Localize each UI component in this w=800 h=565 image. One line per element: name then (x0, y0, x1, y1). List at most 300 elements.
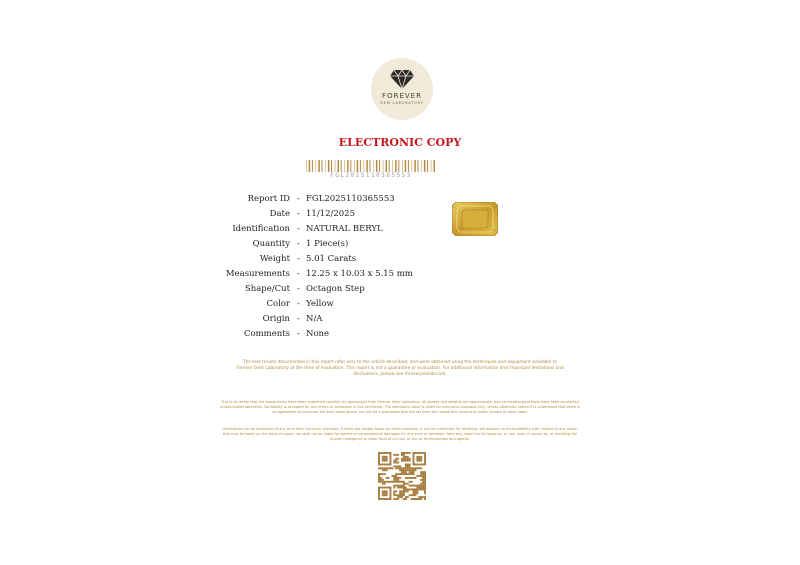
barcode-bar (347, 160, 349, 172)
qr-module (418, 496, 420, 498)
qr-module (401, 481, 403, 483)
qr-module (393, 481, 395, 483)
detail-value: 1 Piece(s) (306, 239, 349, 249)
qr-module (407, 469, 409, 471)
detail-separator: - (297, 269, 300, 279)
barcode-bar (379, 160, 380, 172)
detail-separator: - (297, 254, 300, 264)
qr-module (407, 467, 409, 469)
barcode-bar (373, 160, 374, 172)
qr-module (409, 469, 411, 471)
qr-module (424, 473, 426, 475)
qr-module (386, 469, 388, 471)
barcode-bar (312, 160, 313, 172)
qr-module (397, 481, 399, 483)
detail-label: Shape/Cut (244, 284, 290, 294)
qr-module (393, 479, 395, 481)
qr-module (397, 454, 399, 456)
detail-label: Report ID (247, 194, 290, 204)
qr-module (407, 496, 409, 498)
qr-module (382, 487, 384, 489)
qr-module (416, 460, 418, 462)
qr-module (378, 458, 380, 460)
qr-module (395, 462, 397, 464)
qr-module (413, 498, 415, 500)
qr-module (409, 467, 411, 469)
qr-module (422, 481, 424, 483)
qr-module (399, 492, 401, 494)
qr-module (378, 462, 380, 464)
qr-module (411, 477, 413, 479)
qr-module (397, 487, 399, 489)
barcode-bar (412, 160, 413, 172)
qr-module (422, 477, 424, 479)
detail-value: 5.01 Carats (306, 254, 357, 264)
barcode-number: FGL2025110365553 (330, 172, 412, 179)
qr-module (422, 496, 424, 498)
qr-module (409, 481, 411, 483)
qr-module (384, 487, 386, 489)
qr-module (422, 464, 424, 466)
qr-module (384, 452, 386, 454)
qr-module (418, 487, 420, 489)
qr-module (378, 477, 380, 479)
qr-module (393, 485, 395, 487)
detail-row (200, 314, 500, 326)
qr-module (397, 498, 399, 500)
qr-module (380, 452, 382, 454)
qr-module (413, 456, 415, 458)
qr-module (424, 462, 426, 464)
qr-module (395, 494, 397, 496)
qr-module (380, 498, 382, 500)
qr-module (390, 488, 392, 490)
qr-module (405, 496, 407, 498)
qr-module (390, 492, 392, 494)
qr-module (393, 454, 395, 456)
qr-module (380, 479, 382, 481)
barcode-bar (392, 160, 393, 172)
qr-module (384, 492, 386, 494)
qr-module (384, 498, 386, 500)
qr-module (397, 465, 399, 467)
qr-module (401, 496, 403, 498)
qr-module (411, 473, 413, 475)
qr-module (403, 469, 405, 471)
barcode-bar (306, 160, 307, 172)
qr-module (384, 494, 386, 496)
qr-module (403, 471, 405, 473)
qr-module (413, 494, 415, 496)
qr-module (382, 460, 384, 462)
qr-module (420, 473, 422, 475)
qr-module (393, 494, 395, 496)
qr-module (414, 452, 416, 454)
qr-module (395, 465, 397, 467)
qr-module (382, 483, 384, 485)
qr-module (395, 477, 397, 479)
detail-value: N/A (306, 314, 323, 324)
qr-module (414, 498, 416, 500)
qr-module (401, 471, 403, 473)
qr-module (386, 498, 388, 500)
detail-label: Color (266, 299, 290, 309)
detail-value: 11/12/2025 (306, 209, 355, 219)
qr-module (422, 483, 424, 485)
qr-module (405, 464, 407, 466)
detail-separator: - (297, 329, 300, 339)
qr-module (388, 467, 390, 469)
detail-value: Octagon Step (306, 284, 365, 294)
qr-module (378, 452, 380, 454)
barcode-bar (408, 160, 409, 172)
qr-module (390, 456, 392, 458)
qr-module (386, 490, 388, 492)
qr-module (384, 458, 386, 460)
qr-module (413, 471, 415, 473)
qr-module (378, 498, 380, 500)
qr-module (380, 464, 382, 466)
qr-code (378, 452, 426, 500)
qr-module (424, 488, 426, 490)
qr-module (384, 473, 386, 475)
qr-module (422, 488, 424, 490)
qr-module (424, 477, 426, 479)
detail-separator: - (297, 284, 300, 294)
qr-module (405, 456, 407, 458)
qr-module (416, 492, 418, 494)
qr-module (390, 496, 392, 498)
qr-module (405, 477, 407, 479)
barcode-bar (325, 160, 326, 172)
barcode-bar (431, 160, 432, 172)
qr-module (407, 458, 409, 460)
qr-module (424, 458, 426, 460)
detail-separator: - (297, 239, 300, 249)
qr-module (405, 469, 407, 471)
qr-module (380, 487, 382, 489)
qr-module (403, 485, 405, 487)
qr-module (401, 487, 403, 489)
gemstone-image (452, 202, 498, 236)
qr-module (393, 498, 395, 500)
detail-value: NATURAL BERYL (306, 224, 383, 234)
qr-module (378, 481, 380, 483)
qr-module (418, 467, 420, 469)
qr-module (386, 460, 388, 462)
qr-module (382, 479, 384, 481)
qr-module (420, 458, 422, 460)
qr-module (384, 460, 386, 462)
qr-module (424, 471, 426, 473)
qr-module (393, 492, 395, 494)
qr-module (401, 494, 403, 496)
qr-module (382, 490, 384, 492)
qr-module (416, 498, 418, 500)
detail-label: Weight (259, 254, 290, 264)
qr-module (416, 490, 418, 492)
barcode-bar (395, 160, 397, 172)
qr-module (399, 490, 401, 492)
detail-row (200, 329, 500, 341)
qr-module (416, 475, 418, 477)
barcode-bar (335, 160, 336, 172)
qr-module (422, 479, 424, 481)
qr-module (407, 483, 409, 485)
qr-module (401, 454, 403, 456)
qr-module (418, 458, 420, 460)
qr-module (403, 467, 405, 469)
qr-module (416, 487, 418, 489)
qr-module (416, 464, 418, 466)
qr-module (413, 469, 415, 471)
qr-module (401, 473, 403, 475)
barcode-bar (434, 160, 436, 172)
qr-module (414, 469, 416, 471)
detail-label: Date (269, 209, 290, 219)
qr-module (388, 477, 390, 479)
qr-module (390, 490, 392, 492)
qr-module (413, 452, 415, 454)
qr-module (409, 452, 411, 454)
qr-module (390, 458, 392, 460)
barcode-bar (405, 160, 407, 172)
barcode-bar (318, 160, 320, 172)
qr-module (422, 485, 424, 487)
qr-module (424, 464, 426, 466)
qr-module (409, 477, 411, 479)
qr-module (401, 460, 403, 462)
qr-module (413, 464, 415, 466)
qr-module (397, 485, 399, 487)
qr-module (420, 471, 422, 473)
qr-module (409, 458, 411, 460)
qr-module (378, 492, 380, 494)
qr-module (409, 465, 411, 467)
qr-module (416, 458, 418, 460)
qr-module (380, 477, 382, 479)
qr-module (411, 485, 413, 487)
qr-module (424, 475, 426, 477)
barcode-bar (344, 160, 345, 172)
qr-module (386, 477, 388, 479)
detail-label: Measurements (225, 269, 290, 279)
qr-module (403, 456, 405, 458)
qr-module (424, 498, 426, 500)
barcode-bar (389, 160, 390, 172)
qr-module (413, 458, 415, 460)
qr-module (395, 475, 397, 477)
qr-module (418, 488, 420, 490)
barcode-bar (421, 160, 422, 172)
qr-module (397, 494, 399, 496)
qr-module (380, 481, 382, 483)
qr-module (424, 460, 426, 462)
logo-brand: FOREVER (382, 92, 422, 100)
qr-module (388, 464, 390, 466)
barcode-bar (366, 160, 368, 172)
qr-module (405, 498, 407, 500)
qr-module (378, 475, 380, 477)
qr-module (407, 464, 409, 466)
qr-module (403, 481, 405, 483)
qr-module (399, 473, 401, 475)
qr-module (388, 498, 390, 500)
barcode-bar (341, 160, 342, 172)
qr-module (413, 467, 415, 469)
qr-module (411, 481, 413, 483)
barcode-bar (328, 160, 330, 172)
qr-module (401, 485, 403, 487)
barcode-bar (427, 160, 428, 172)
qr-module (401, 458, 403, 460)
qr-module (401, 467, 403, 469)
qr-module (382, 492, 384, 494)
qr-module (413, 485, 415, 487)
qr-module (386, 481, 388, 483)
qr-module (424, 452, 426, 454)
qr-module (384, 490, 386, 492)
barcode-bar (418, 160, 419, 172)
qr-module (386, 458, 388, 460)
qr-module (424, 485, 426, 487)
qr-module (414, 494, 416, 496)
qr-module (407, 490, 409, 492)
qr-module (382, 458, 384, 460)
qr-module (407, 465, 409, 467)
detail-separator: - (297, 194, 300, 204)
lab-logo (371, 58, 433, 120)
qr-module (378, 494, 380, 496)
qr-module (382, 473, 384, 475)
qr-module (384, 469, 386, 471)
detail-row (200, 239, 500, 251)
qr-module (395, 485, 397, 487)
detail-separator: - (297, 209, 300, 219)
qr-module (382, 456, 384, 458)
barcode-bar (424, 160, 426, 172)
qr-module (390, 462, 392, 464)
qr-module (418, 485, 420, 487)
qr-module (409, 488, 411, 490)
detail-value: FGL2025110365553 (306, 194, 395, 204)
qr-module (420, 498, 422, 500)
qr-module (395, 467, 397, 469)
qr-module (405, 460, 407, 462)
qr-module (403, 488, 405, 490)
qr-module (384, 467, 386, 469)
qr-module (418, 460, 420, 462)
qr-module (420, 452, 422, 454)
qr-module (397, 462, 399, 464)
qr-module (413, 462, 415, 464)
qr-module (405, 471, 407, 473)
qr-module (424, 490, 426, 492)
qr-module (386, 467, 388, 469)
qr-module (380, 467, 382, 469)
qr-module (420, 460, 422, 462)
qr-module (413, 477, 415, 479)
qr-module (411, 471, 413, 473)
qr-module (420, 496, 422, 498)
qr-module (414, 464, 416, 466)
qr-module (399, 494, 401, 496)
qr-module (422, 471, 424, 473)
qr-module (414, 488, 416, 490)
qr-module (382, 467, 384, 469)
qr-module (393, 490, 395, 492)
qr-module (403, 492, 405, 494)
qr-module (420, 475, 422, 477)
qr-module (424, 481, 426, 483)
detail-row (200, 284, 500, 296)
qr-module (424, 479, 426, 481)
detail-row (200, 269, 500, 281)
qr-module (390, 460, 392, 462)
detail-row (200, 299, 500, 311)
qr-module (411, 498, 413, 500)
qr-module (378, 473, 380, 475)
qr-module (390, 498, 392, 500)
qr-module (397, 473, 399, 475)
disclaimer-paragraph-1: The test results documented in this report refer only to the article described, and were obtained using the techniques and equipment available to Forever Gem Laboratory at the time of evaluation. This report is not a guarantee or evaluation. For additional information and important limitations and disclaimers, please see foreverjemlab.com. (236, 360, 564, 377)
qr-module (407, 473, 409, 475)
detail-label: Quantity (252, 239, 290, 249)
qr-module (405, 458, 407, 460)
qr-module (384, 483, 386, 485)
barcode (306, 160, 436, 172)
qr-module (418, 464, 420, 466)
qr-module (395, 454, 397, 456)
barcode-bar (376, 160, 378, 172)
qr-module (416, 456, 418, 458)
qr-module (401, 492, 403, 494)
barcode-bar (354, 160, 355, 172)
qr-module (409, 464, 411, 466)
page-title: ELECTRONIC COPY (338, 136, 462, 149)
qr-module (382, 452, 384, 454)
qr-module (391, 475, 393, 477)
barcode-bar (386, 160, 388, 172)
qr-module (395, 458, 397, 460)
qr-module (403, 452, 405, 454)
qr-module (382, 494, 384, 496)
qr-module (384, 464, 386, 466)
qr-module (386, 494, 388, 496)
qr-module (395, 460, 397, 462)
qr-module (391, 481, 393, 483)
qr-module (424, 456, 426, 458)
qr-module (405, 483, 407, 485)
detail-label: Origin (262, 314, 290, 324)
disclaimer-paragraph-2: This is to certify that the above items have been examined carefully by gemologist from Forever Gem Laboratory. All grades and weights are approximate, and no metallurgical tests have been conducted unless stated otherwise. No liability is accepted for any errors or omissions in this certificate. The estimated value is given for insurance purposes only, unless otherwise stated it is understood that there is no agreement to purchase the item listed above, nor will be a guarantee that the set item will realize this amount at public private or other sales. (220, 400, 580, 414)
barcode-bar (370, 160, 371, 172)
qr-module (386, 492, 388, 494)
qr-module (424, 496, 426, 498)
qr-module (420, 467, 422, 469)
barcode-bar (402, 160, 403, 172)
qr-module (403, 483, 405, 485)
qr-module (399, 485, 401, 487)
barcode-bar (309, 160, 311, 172)
detail-separator: - (297, 299, 300, 309)
qr-module (390, 481, 392, 483)
qr-module (403, 458, 405, 460)
qr-module (391, 467, 393, 469)
qr-module (407, 488, 409, 490)
qr-module (390, 487, 392, 489)
qr-module (390, 454, 392, 456)
